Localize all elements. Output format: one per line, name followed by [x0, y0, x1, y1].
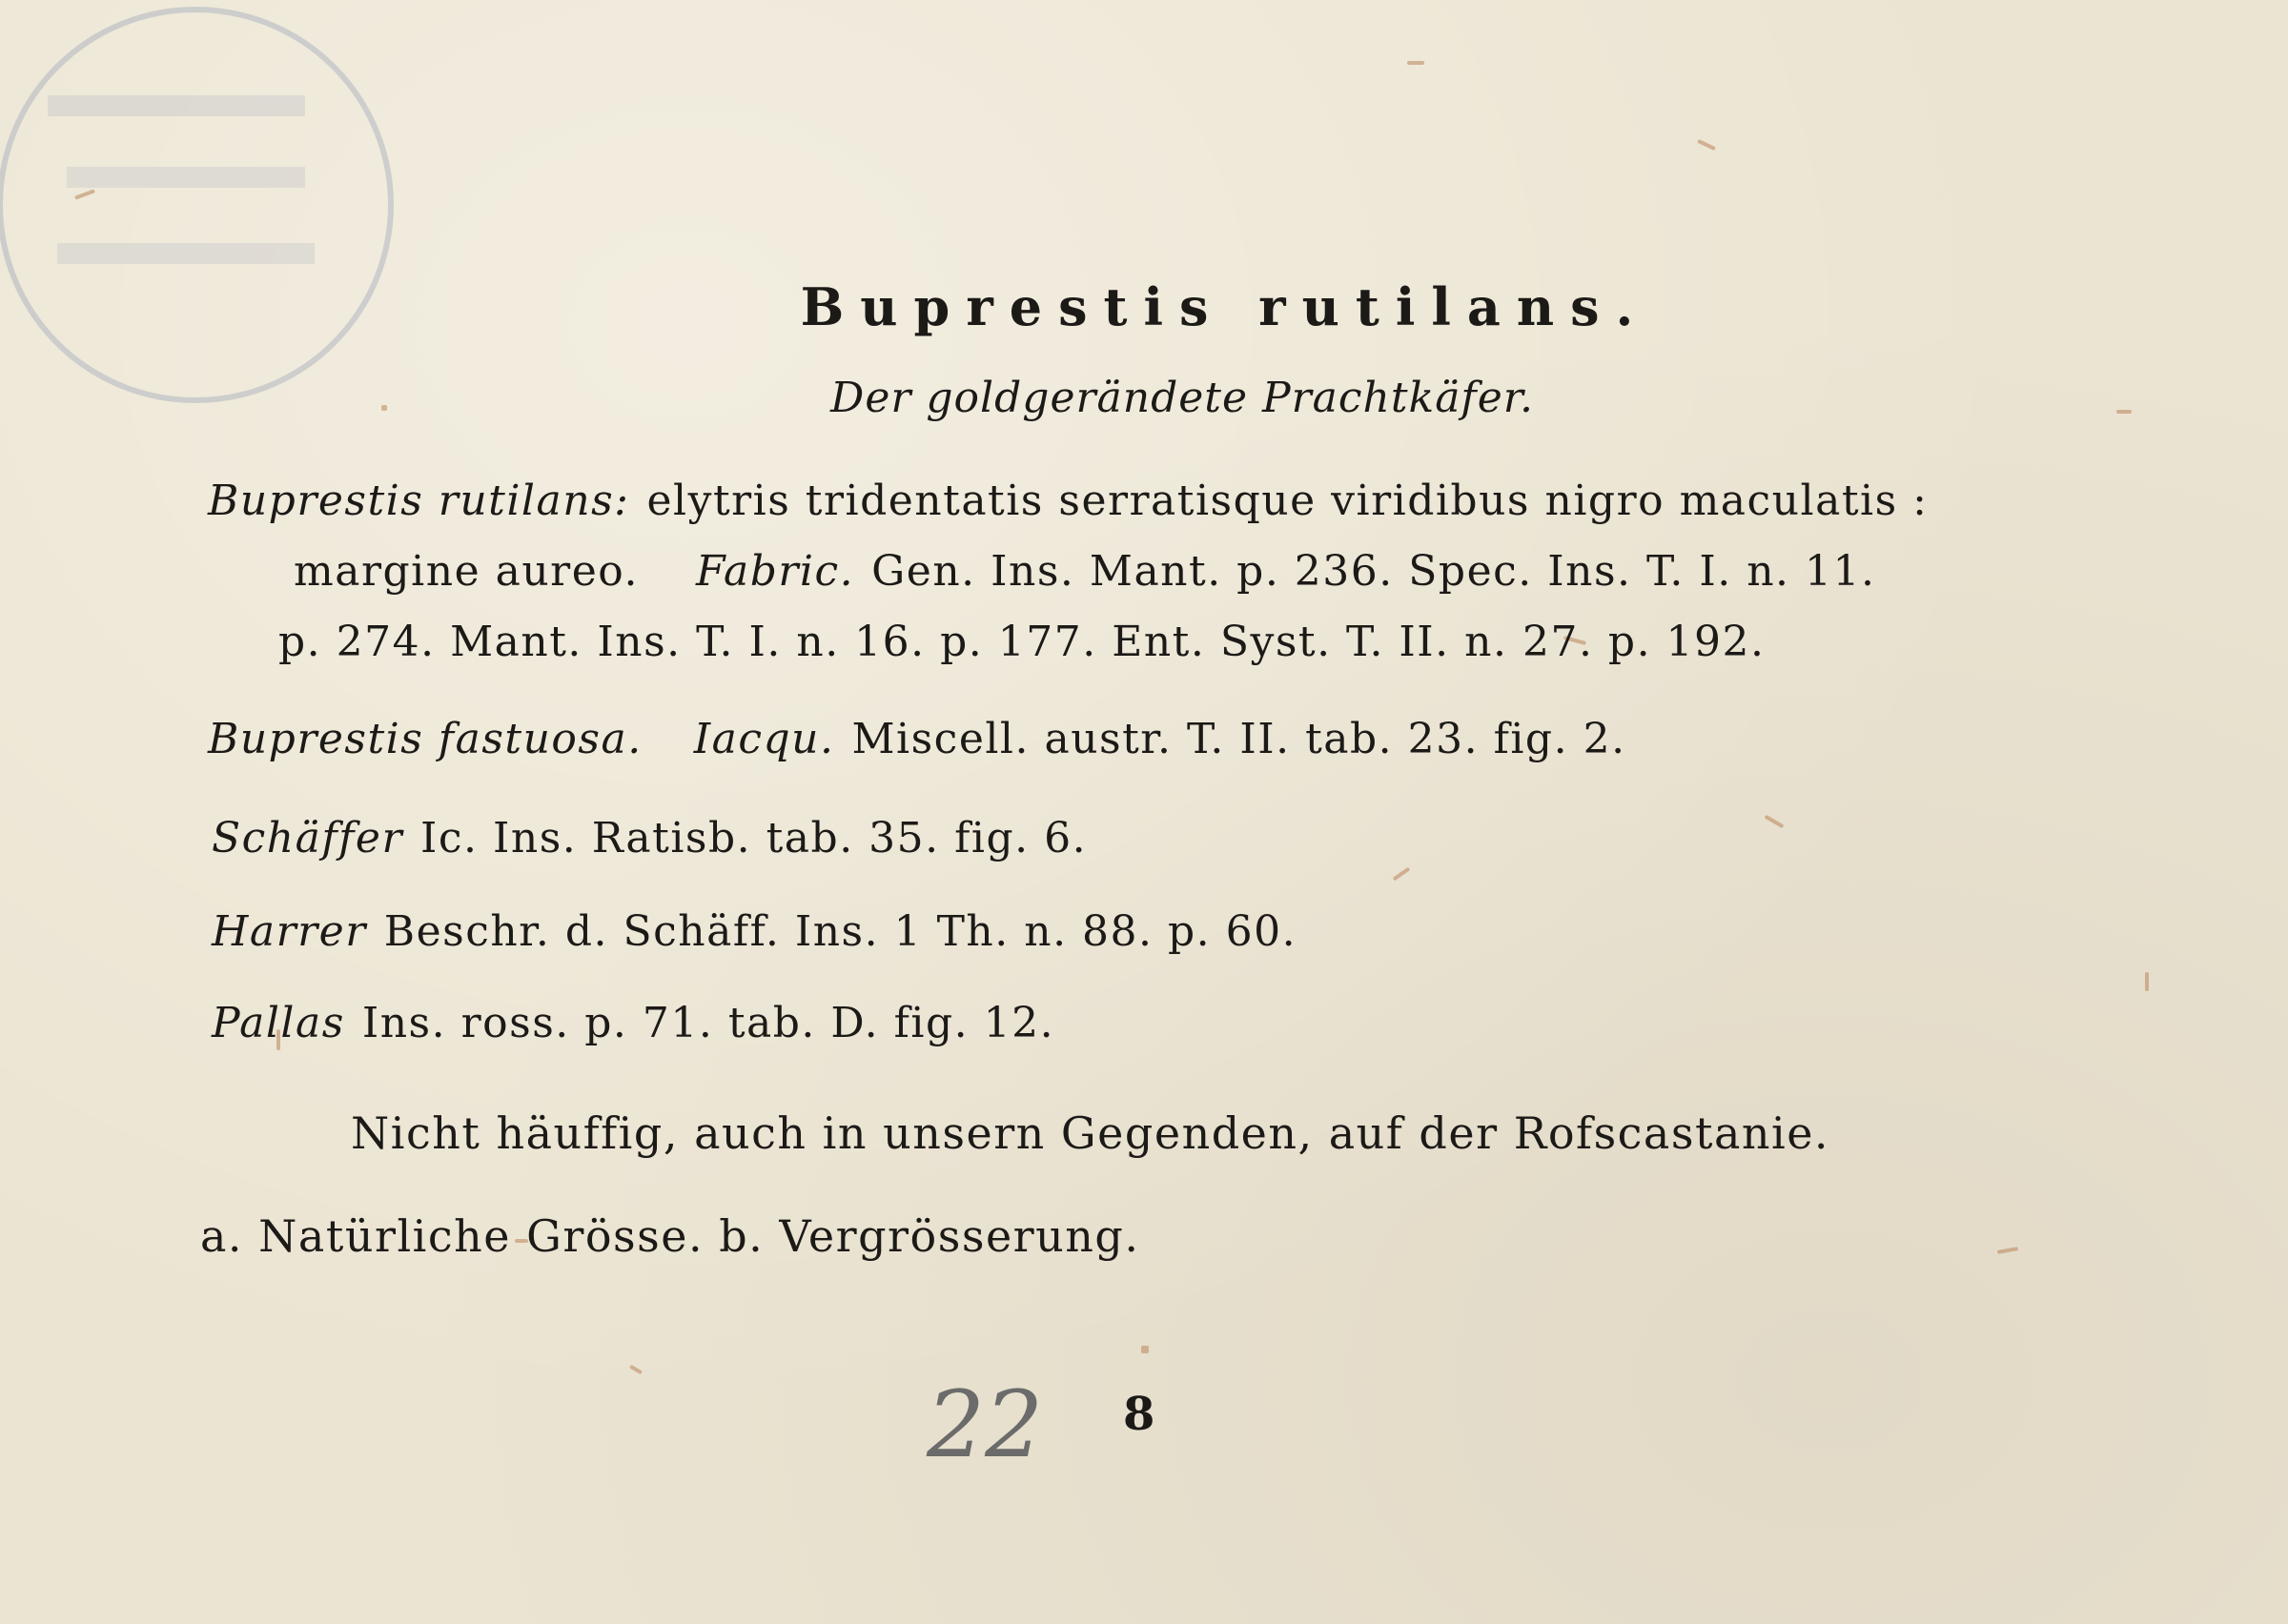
author-name: Fabric. [695, 547, 855, 596]
author-name: Schäffer [212, 814, 403, 863]
paper-fleck [1764, 815, 1784, 828]
reference-text: Gen. Ins. Mant. p. 236. Spec. Ins. T. I. n. 11. [871, 547, 1876, 596]
synonym-entry-line [208, 715, 1626, 763]
description-text: elytris tridentatis serratisque viridibus nigro maculatis : [646, 477, 1929, 525]
page-number: 8 [1123, 1388, 1155, 1441]
taxon-name: Buprestis fastuosa. [208, 715, 643, 763]
common-name: Der goldgerändete Prachtkäfer. [830, 374, 1534, 422]
reference-text: Ic. Ins. Ratisb. tab. 35. fig. 6. [420, 814, 1088, 863]
habitat-note: Nicht häuffig, auch in unsern Gegenden, auf der Rofscastanie. [351, 1107, 1830, 1159]
synonym-entry-line [208, 477, 1928, 525]
paper-fleck [2145, 972, 2149, 991]
paper-fleck [1141, 1346, 1149, 1353]
figure-legend: a. Natürliche Grösse. b. Vergrösserung. [200, 1210, 1140, 1262]
description-text: margine aureo. [294, 547, 639, 596]
author-name: Iacqu. [693, 715, 835, 763]
paper-fleck [629, 1365, 643, 1374]
taxon-name: Buprestis rutilans: [208, 477, 630, 525]
reference-text: Ins. ross. p. 71. tab. D. fig. 12. [361, 999, 1055, 1047]
author-name: Pallas [212, 999, 345, 1047]
handwritten-pencil-number [923, 1372, 1075, 1487]
paper-fleck [1697, 139, 1716, 151]
synonym-entry-line [212, 814, 1087, 863]
paper-fleck [1997, 1247, 2018, 1254]
synonym-entry-line [212, 999, 1054, 1047]
author-name: Harrer [212, 907, 367, 956]
synonym-entry-line [294, 547, 1876, 596]
species-title: Buprestis rutilans. [800, 276, 1650, 337]
paper-fleck [1407, 61, 1424, 65]
reference-text: Beschr. d. Schäff. Ins. 1 Th. n. 88. p. 60. [383, 907, 1297, 956]
svg-text:22: 22 [927, 1372, 1044, 1478]
library-stamp [0, 0, 410, 429]
reference-text: Miscell. austr. T. II. tab. 23. fig. 2. [851, 715, 1626, 763]
synonym-entry-line [278, 618, 1766, 666]
synonym-entry-line [212, 907, 1297, 956]
reference-text: p. 274. Mant. Ins. T. I. n. 16. p. 177. Ent. Syst. T. II. n. 27. p. 192. [278, 618, 1766, 666]
paper-fleck [1393, 867, 1411, 882]
